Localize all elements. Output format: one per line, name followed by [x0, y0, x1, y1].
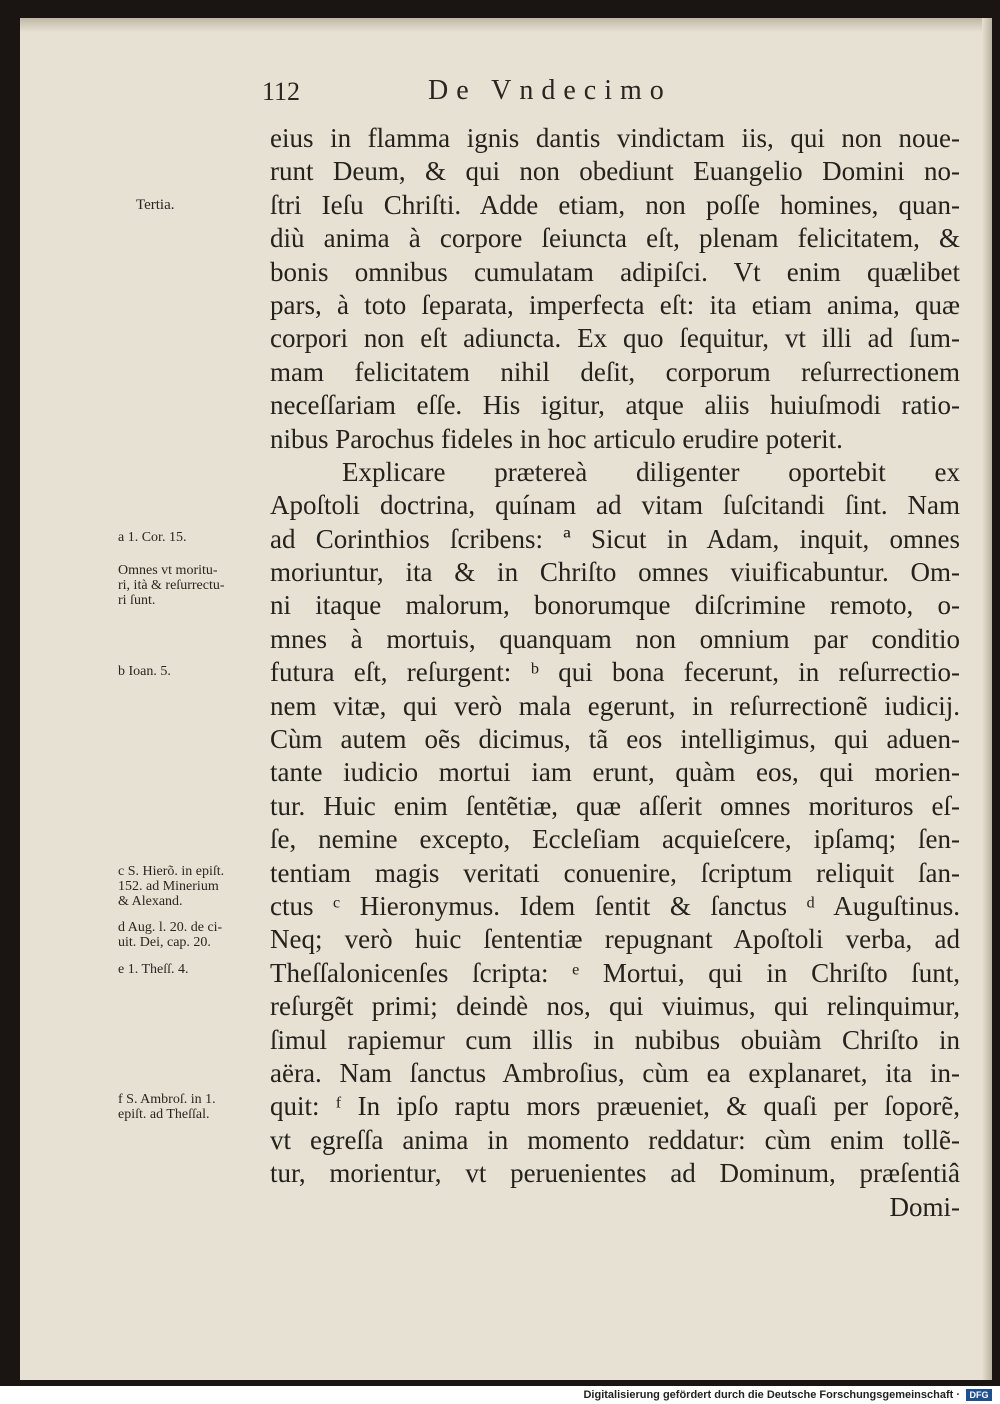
margin-ref-d: d Aug. l. 20. de ci- uit. Dei, cap. 20.	[118, 920, 223, 950]
text-line: runt Deum, & qui non obediunt Euangelio Domini no-	[270, 156, 960, 187]
text-line: ſtri Ieſu Chriſti. Adde etiam, non poſſe homines, quan-	[270, 189, 960, 220]
text-line: reſurgẽt primi; deindè nos, qui viuimus, qui relinquimur,	[270, 991, 960, 1022]
text-line: ſimul rapiemur cum illis in nubibus obuiàm Chriſto in	[270, 1024, 960, 1055]
text-line: ctus ᶜ Hieronymus. Idem ſentit & ſanctus ᵈ Auguſtinus.	[270, 890, 960, 921]
margin-note-tertia: Tertia.	[136, 197, 175, 213]
page-number: 112	[262, 77, 301, 106]
margin-ref-f: f S. Ambroſ. in 1. epiſt. ad Theſſal.	[118, 1092, 216, 1122]
text-line: Explicare prætereà diligenter oportebit ex	[342, 456, 960, 487]
text-line: pars, à toto ſeparata, imperfecta eſt: ita etiam anima, quæ	[270, 289, 960, 320]
margin-ref-b: b Ioan. 5.	[118, 664, 171, 679]
page-shadow	[20, 18, 992, 32]
text-line: diù anima à corpore ſeiuncta eſt, plenam felicitatem, &	[270, 223, 960, 254]
dfg-logo-icon: DFG	[966, 1389, 992, 1401]
text-line: Apoſtoli doctrina, quínam ad vitam ſuſcitandi ſint. Nam	[270, 490, 960, 521]
margin-ref-a: a 1. Cor. 15.	[118, 530, 187, 545]
text-line: eius in flamma ignis dantis vindictam iis, qui non noue-	[270, 123, 960, 153]
funding-note: Digitalisierung gefördert durch die Deutsche Forschungsgemeinschaft ·	[583, 1389, 960, 1401]
text-line: quit: ᶠ In ipſo raptu mors præueniet, & quaſi per ſoporẽ,	[270, 1091, 960, 1122]
catchword: Domi-	[889, 1191, 960, 1222]
page-header	[0, 77, 1000, 113]
margin-note-omnes: Omnes vt moritu- ri, ità & reſurrectu- ri ſunt.	[118, 563, 225, 608]
text-line: mnes à mortuis, quanquam non omnium par conditio	[270, 623, 960, 654]
page-edge	[982, 18, 992, 1380]
text-line: futura eſt, reſurgent: ᵇ qui bona fecerunt, in reſurrectio-	[270, 657, 960, 688]
text-line: neceſſariam eſſe. His igitur, atque aliis huiuſmodi ratio-	[270, 390, 960, 421]
text-line: Neq; verò huic ſententiæ repugnant Apoſtoli verba, ad	[270, 924, 960, 955]
text-line: tante iudicio mortui iam erunt, quàm eos, qui morien-	[270, 757, 960, 788]
text-line: Cùm autem oẽs dicimus, tã eos intelligimus, qui aduen-	[270, 724, 960, 755]
text-line: ſe, nemine excepto, Eccleſiam acquieſcere, ipſamq; ſen-	[270, 824, 960, 855]
text-line: nibus Parochus fideles in hoc articulo erudire poterit.	[270, 423, 843, 454]
text-line: moriuntur, ita & in Chriſto omnes viuificabuntur. Om-	[270, 557, 960, 588]
running-title: De Vndecimo	[428, 75, 672, 106]
text-line: tur. Huic enim ſentẽtiæ, quæ aſſerit omnes morituros eſ-	[270, 790, 960, 821]
text-line: bonis omnibus cumulatam adipiſci. Vt enim quælibet	[270, 256, 960, 287]
text-line: corpori non eſt adiuncta. Ex quo ſequitur, vt illi ad ſum-	[270, 323, 960, 354]
text-line: Theſſalonicenſes ſcripta: ᵉ Mortui, qui in Chriſto ſunt,	[270, 957, 960, 988]
main-text-block	[270, 122, 960, 1224]
margin-ref-e: e 1. Theſſ. 4.	[118, 962, 189, 977]
text-line: tentiam magis veritati conuenire, ſcriptum reliquit ſan-	[270, 857, 960, 888]
text-line: tur, morientur, vt peruenientes ad Dominum, præſentiâ	[270, 1158, 960, 1189]
margin-ref-c: c S. Hierõ. in epiſt. 152. ad Minerium & Alexand.	[118, 864, 225, 909]
text-line: aëra. Nam ſanctus Ambroſius, cùm ea explanaret, ita in-	[270, 1057, 960, 1088]
text-line: vt egreſſa anima in momento reddatur: cùm enim tollẽ-	[270, 1124, 960, 1155]
text-line: nem vitæ, qui verò mala egerunt, in reſurrectionẽ iudicij.	[270, 690, 960, 721]
text-line: ni itaque malorum, bonorumque diſcrimine remoto, o-	[270, 590, 960, 621]
footer-bar	[0, 1386, 1000, 1404]
text-line: mam felicitatem nihil deſit, corporum reſurrectionem	[270, 356, 960, 387]
text-line: ad Corinthios ſcribens: ª Sicut in Adam, inquit, omnes	[270, 523, 960, 554]
